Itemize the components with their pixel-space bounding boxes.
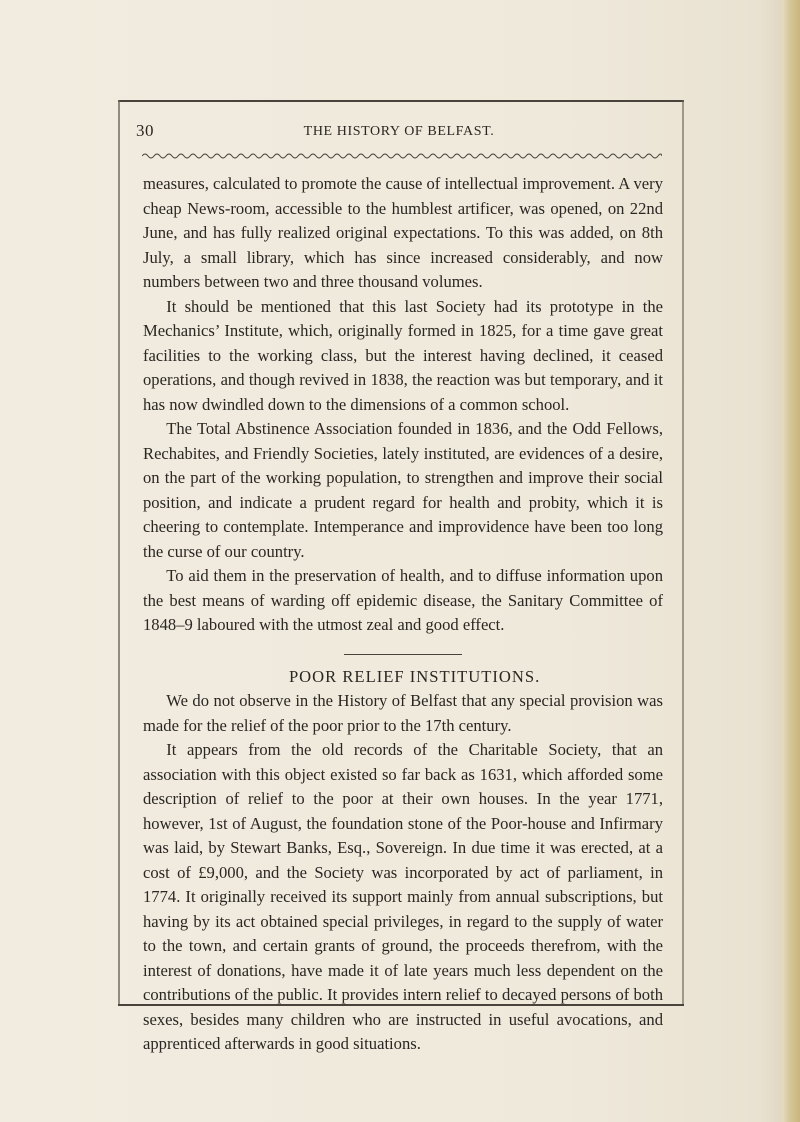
page-header [136,121,662,143]
paragraph: measures, calculated to promote the cause of intellectual improvement. A very cheap News-room, accessible to the humblest artificer, was opened, on 22nd June, and has fully realized original expectations. To this was added, on 8th July, a small library, which has since increased considerably, and now numbers between two and three thousand volumes. [143,174,663,291]
frame-rule-left [118,100,120,1005]
section-heading: POOR RELIEF INSTITUTIONS. [288,666,541,686]
section-divider [344,654,462,655]
paragraph: It appears from the old records of the Charitable Society, that an association with this object existed so far back as 1631, which afforded some description of relief to the poor at their own houses. In the year 1771, however, 1st of August, the foundation stone of the Poor-house and Infirmary was laid, by Stewart Banks, Esq., Sovereign. In due time it was erected, at a cost of £9,000, and the Society was incorporated by act of parliament, in 1774. It originally received its support mainly from annual subscriptions, but having by its act obtained special privileges, in regard to the supply of water to the town, and certain grants of ground, the proceeds therefrom, with the interest of donations, have made it of late years much less dependent on the contributions of the public. It provides intern relief to decayed persons of both sexes, besides many children who are instructed in useful avocations, and apprenticed afterwards in good situations. [143,740,663,1053]
paragraph: We do not observe in the History of Belfast that any special provision was made for the relief of the poor prior to the 17th century. [143,691,663,735]
page-body [143,172,663,1057]
paragraph: The Total Abstinence Association founded in 1836, and the Odd Fellows, Rechabites, and Friendly Societies, lately instituted, are evidences of a desire, on the part of the working population, to strengthen and improve their social position, and indicate a prudent regard for health and probity, which it is cheering to contemplate. Intemperance and improvidence have been too long the curse of our country. [143,419,663,561]
frame-rule-right [682,100,684,1005]
running-title: THE HISTORY OF BELFAST. [303,124,495,139]
book-gutter-edge [782,0,800,1122]
page-number: 30 [136,121,154,140]
wavy-ornament-rule [142,152,662,160]
frame-rule-top [118,100,684,102]
paragraph: It should be mentioned that this last Society had its prototype in the Mechanics’ Institute, which, originally formed in 1825, for a time gave great facilities to the working class, but the interest having declined, it ceased operations, and though revived in 1838, the reaction was but temporary, and it has now dwindled down to the dimensions of a common school. [143,296,663,414]
paragraph: To aid them in the preservation of health, and to diffuse information upon the best means of warding off epidemic disease, the Sanitary Committee of 1848–9 laboured with the utmost zeal and good effect. [143,566,663,634]
